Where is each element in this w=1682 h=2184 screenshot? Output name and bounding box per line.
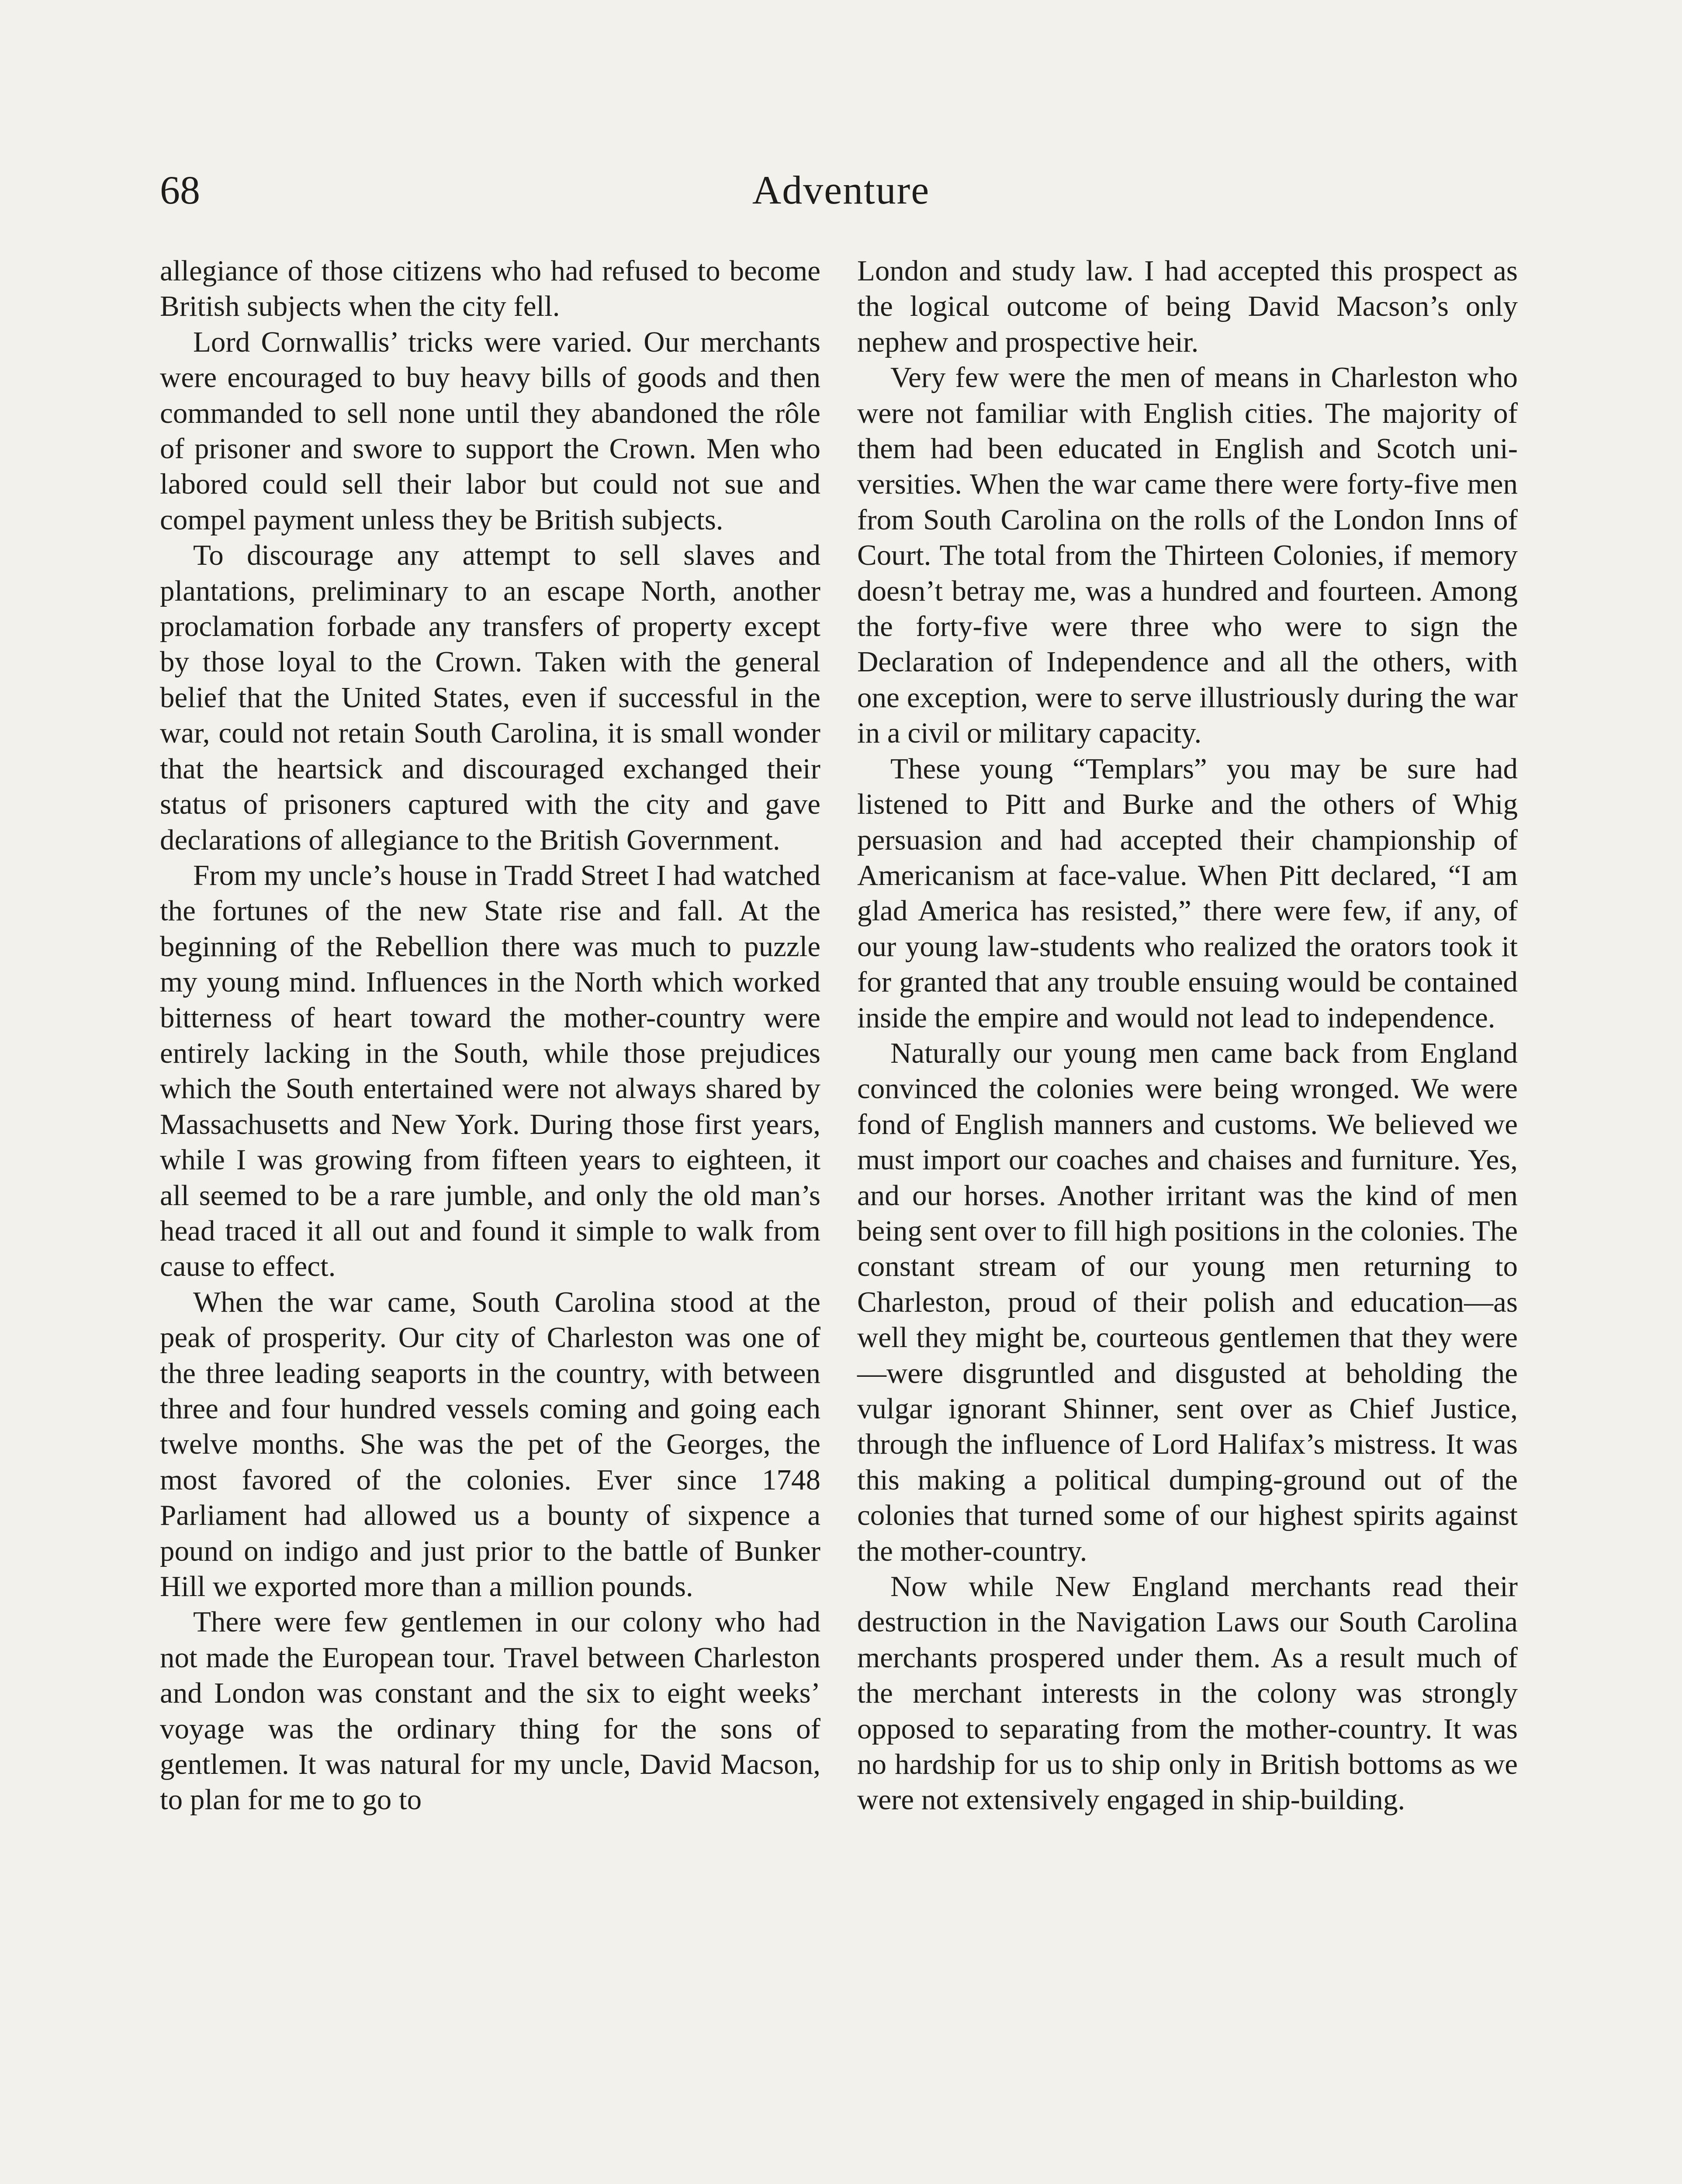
paragraph: Very few were the men of means in Charleston who were not familiar with English cities. The majority of them had been educated in English and Scotch universities. When the war came there were forty-five men from South Carolina on the rolls of the London Inns of Court. The total from the Thirteen Colonies, if memory doesn’t betray me, was a hundred and fourteen. Among the forty-five were three who were to sign the Declaration of Independence and all the others, with one exception, were to serve illustriously during the war in a civil or military capacity.	[857, 361, 1518, 750]
paragraph: Lord Cornwallis’ tricks were varied. Our merchants were encouraged to buy heavy bills of goods and then commanded to sell none until they abandoned the rôle of prisoner and swore to support the Crown. Men who labored could sell their labor but could not sue and compel payment unless they be British subjects.	[160, 325, 820, 536]
paragraph: Now while New England merchants read their destruction in the Navigation Laws our South Carolina merchants prospered under them. As a result much of the merchant interests in the colony was strongly opposed to separating from the mother-country. It was no hardship for us to ship only in British bottoms as we were not extensively engaged in ship-building.	[857, 1570, 1518, 1816]
paragraph: Naturally our young men came back from England convinced the colonies were being wronged. We were fond of English manners and customs. We believed we must import our coaches and chaises and furniture. Yes, and our horses. Another irritant was the kind of men being sent over to fill high positions in the colonies. The constant stream of our young men returning to Charleston, proud of their polish and education—as well they might be, courteous gentlemen that they were—were disgruntled and disgusted at beholding the vulgar ignorant Shinner, sent over as Chief Justice, through the influence of Lord Halifax’s mistress. It was this making a political dumping-ground out of the colonies that turned some of our highest spirits against the mother-country.	[857, 1037, 1518, 1567]
paragraph: London and study law. I had accepted this prospect as the logical outcome of being David Macson’s only nephew and prospective heir.	[857, 255, 1518, 358]
running-title: Adventure	[752, 168, 930, 212]
paragraph: There were few gentlemen in our colony who had not made the European tour. Travel between Charleston and London was constant and the six to eight weeks’ voyage was the ordinary thing for the sons of gentlemen. It was natural for my uncle, David Macson, to plan for me to go to	[160, 1606, 820, 1816]
paragraph: When the war came, South Carolina stood at the peak of prosperity. Our city of Charleston was one of the three leading seaports in the country, with between three and four hundred vessels coming and going each twelve months. She was the pet of the Georges, the most favored of the colonies. Ever since 1748 Parliament had allowed us a bounty of sixpence a pound on indigo and just prior to the battle of Bunker Hill we exported more than a million pounds.	[160, 1286, 820, 1603]
left-column	[160, 253, 820, 1818]
page-header	[0, 157, 1682, 223]
page-number: 68	[160, 168, 200, 212]
paragraph: allegiance of those citizens who had refused to become British subjects when the city fell.	[160, 255, 820, 323]
paragraph: To discourage any attempt to sell slaves and plantations, preliminary to an escape North, another proclamation forbade any transfers of property except by those loyal to the Crown. Taken with the general belief that the United States, even if successful in the war, could not retain South Carolina, it is small wonder that the heartsick and discouraged exchanged their status of prisoners captured with the city and gave declarations of allegiance to the British Government.	[160, 539, 820, 856]
paragraph: These young “Templars” you may be sure had listened to Pitt and Burke and the others of Whig persuasion and had accepted their championship of Americanism at face-value. When Pitt declared, “I am glad America has resisted,” there were few, if any, of our young law-students who realized the orators took it for granted that any trouble ensuing would be contained inside the empire and would not lead to independence.	[857, 752, 1518, 1034]
right-column	[857, 253, 1518, 1818]
paragraph: From my uncle’s house in Tradd Street I had watched the fortunes of the new State rise and fall. At the beginning of the Rebellion there was much to puzzle my young mind. Influences in the North which worked bitterness of heart toward the mother-country were entirely lacking in the South, while those prejudices which the South entertained were not always shared by Massachusetts and New York. During those first years, while I was growing from fifteen years to eighteen, it all seemed to be a rare jumble, and only the old man’s head traced it all out and found it simple to walk from cause to effect.	[160, 859, 820, 1283]
